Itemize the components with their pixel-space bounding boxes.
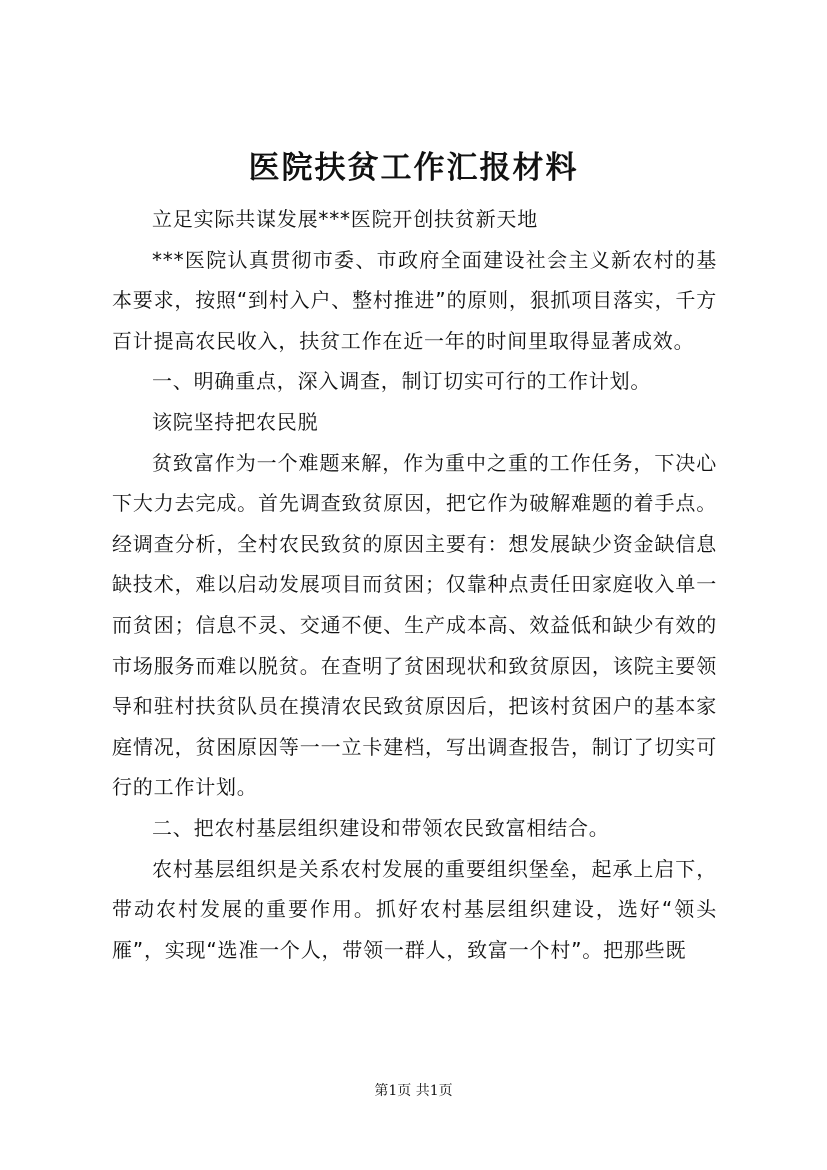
body-paragraph: 农村基层组织是关系农村发展的重要组织堡垒，起承上启下，带动农村发展的重要作用。抓好农村基层组织建设，选好“领头雁”，实现“选准一个人，带领一群人，致富一个村”。把那些既 [112, 856, 717, 962]
section-heading-1: 一、明确重点，深入调查，制订切实可行的工作计划。 [152, 369, 652, 394]
section-heading-2: 二、把农村基层组织建设和带领农民致富相结合。 [152, 815, 610, 840]
document-title: 医院扶贫工作汇报材料 [248, 150, 579, 186]
subtitle-paragraph: 立足实际共谋发展***医院开创扶贫新天地 [152, 207, 538, 231]
body-paragraph: 该院坚持把农民脱 [152, 409, 319, 434]
document-body [112, 199, 717, 970]
intro-paragraph: ***医院认真贯彻市委、市政府全面建设社会主义新农村的基本要求，按照“到村入户、整村推进”的原则，狠抓项目落实，千方百计提高农民收入，扶贫工作在近一年的时间里取得显著成效。 [112, 247, 717, 353]
body-paragraph: 贫致富作为一个难题来解，作为重中之重的工作任务，下决心下大力去完成。首先调查致贫原因，把它作为破解难题的着手点。经调查分析，全村农民致贫的原因主要有：想发展缺少资金缺信息缺技术，难以启动发展项目而贫困；仅靠种点责任田家庭收入单一而贫困；信息不灵、交通不便、生产成本高、效益低和缺少有效的市场服务而难以脱贫。在查明了贫困现状和致贫原因，该院主要领导和驻村扶贫队员在摸清农民致贫原因后，把该村贫困户的基本家庭情况，贫困原因等一一立卡建档，写出调查报告，制订了切实可行的工作计划。 [112, 450, 717, 800]
page-footer: 第1页 共1页 [374, 1083, 453, 1099]
